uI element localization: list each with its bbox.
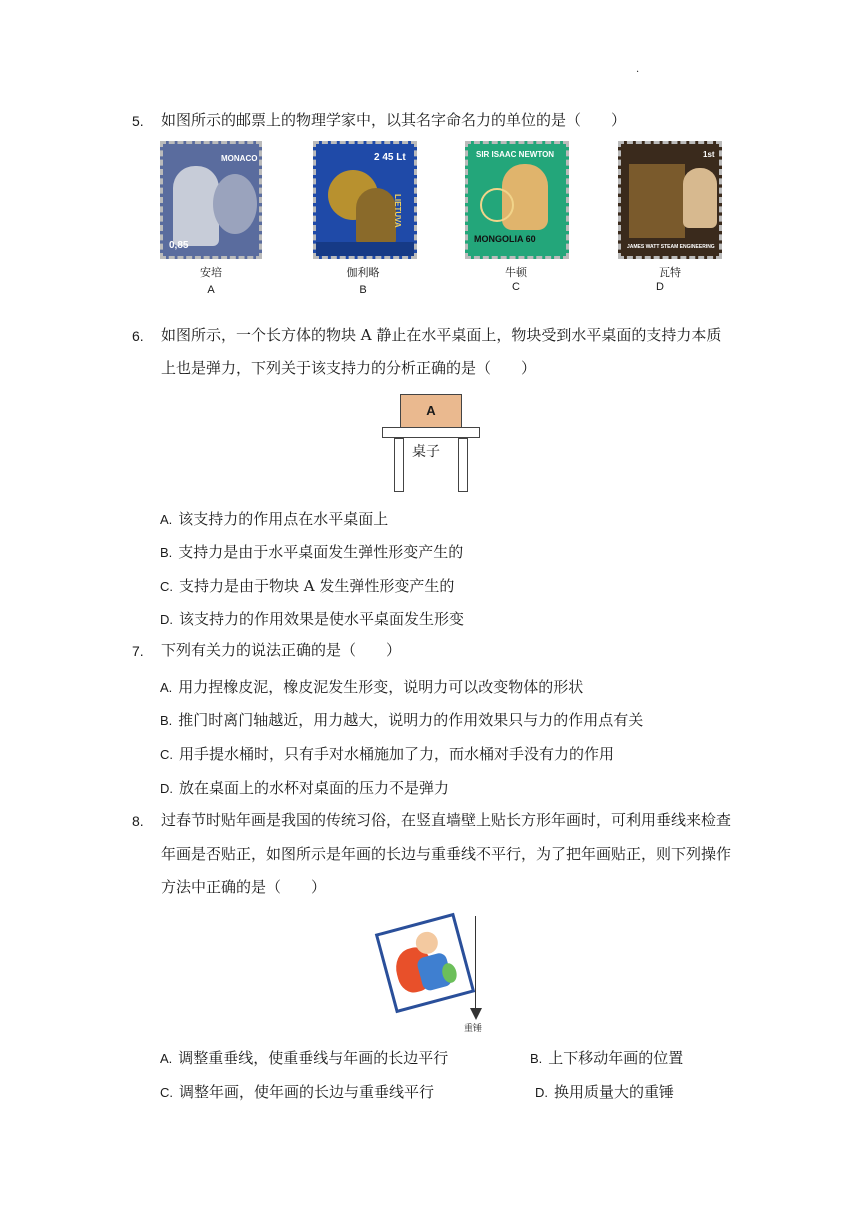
stamp-caption: 瓦特	[659, 266, 681, 279]
stamp-name: JAMES WATT STEAM ENGINEERING	[627, 244, 715, 250]
stamp-country: LIETUVA	[393, 194, 402, 228]
new-year-picture	[375, 913, 475, 1013]
table-leg-left	[394, 438, 404, 492]
stamp-caption: 伽利略	[346, 266, 380, 279]
block-a	[400, 394, 462, 428]
option-c: C. 支持力是由于物块 A 发生弹性形变产生的	[160, 577, 455, 595]
question-text: 下列有关力的说法正确的是（ ）	[161, 641, 402, 659]
option-d: D. 换用质量大的重锤	[535, 1083, 675, 1101]
plumb-line	[475, 916, 476, 1010]
stamp-newton	[465, 141, 569, 259]
stamp-letter: D	[656, 281, 664, 293]
stamp-letter: B	[359, 284, 367, 296]
question-text-line3: 方法中正确的是（ ）	[161, 878, 327, 896]
option-d: D. 该支持力的作用效果是使水平桌面发生形变	[160, 610, 465, 628]
plumb-weight-icon	[470, 1008, 482, 1020]
question-text-line1: 过春节时贴年画是我国的传统习俗，在竖直墙壁上贴长方形年画时，可利用垂线来检查	[161, 811, 732, 829]
table-label: 桌子	[412, 444, 440, 460]
table-leg-right	[458, 438, 468, 492]
option-c: C. 调整年画，使年画的长边与重垂线平行	[160, 1083, 435, 1101]
stamp-watt	[618, 141, 722, 259]
question-text: 如图所示的邮票上的物理学家中，以其名字命名力的单位的是（ ）	[161, 111, 627, 129]
stamp-letter: A	[207, 284, 215, 296]
stamp-caption: 安培	[200, 266, 222, 279]
plumb-weight-label: 重锤	[464, 1023, 483, 1033]
stamp-galileo	[313, 141, 417, 259]
page-mark: .	[636, 64, 640, 75]
question-text-line1: 如图所示，一个长方体的物块 A 静止在水平桌面上，物块受到水平桌面的支持力本质	[161, 326, 722, 344]
option-a: A. 该支持力的作用点在水平桌面上	[160, 510, 389, 528]
question-number: 6.	[132, 328, 144, 344]
option-b: B. 推门时离门轴越近，用力越大，说明力的作用效果只与力的作用点有关	[160, 711, 644, 729]
question-text-line2: 年画是否贴正，如图所示是年画的长边与重垂线不平行，为了把年画贴正，则下列操作	[161, 845, 732, 863]
stamp-value: 0,85	[169, 240, 189, 251]
stamp-ampere	[160, 141, 262, 259]
stamp-value: MONGOLIA 60	[474, 234, 536, 244]
stamp-caption: 牛顿	[505, 266, 527, 279]
option-a: A. 用力捏橡皮泥，橡皮泥发生形变，说明力可以改变物体的形状	[160, 678, 584, 696]
question-text-line2: 上也是弹力，下列关于该支持力的分析正确的是（ ）	[161, 359, 537, 377]
table-top	[382, 427, 480, 438]
stamp-value: 2 45 Lt	[374, 152, 406, 163]
stamp-value: 1st	[703, 150, 715, 159]
option-b: B. 支持力是由于水平桌面发生弹性形变产生的	[160, 543, 464, 561]
block-label: A	[426, 403, 436, 418]
stamp-name: SIR ISAAC NEWTON	[476, 150, 555, 159]
question-number: 8.	[132, 813, 144, 829]
option-a: A. 调整重垂线，使重垂线与年画的长边平行	[160, 1049, 449, 1067]
option-c: C. 用手提水桶时，只有手对水桶施加了力，而水桶对手没有力的作用	[160, 745, 615, 763]
question-number: 5.	[132, 113, 144, 129]
option-b: B. 上下移动年画的位置	[530, 1049, 684, 1067]
stamp-country: MONACO	[221, 154, 258, 163]
option-d: D. 放在桌面上的水杯对桌面的压力不是弹力	[160, 779, 450, 797]
new-year-picture-figure	[372, 910, 492, 1034]
question-number: 7.	[132, 643, 144, 659]
block-on-table-figure	[382, 392, 482, 492]
stamp-letter: C	[512, 281, 520, 293]
